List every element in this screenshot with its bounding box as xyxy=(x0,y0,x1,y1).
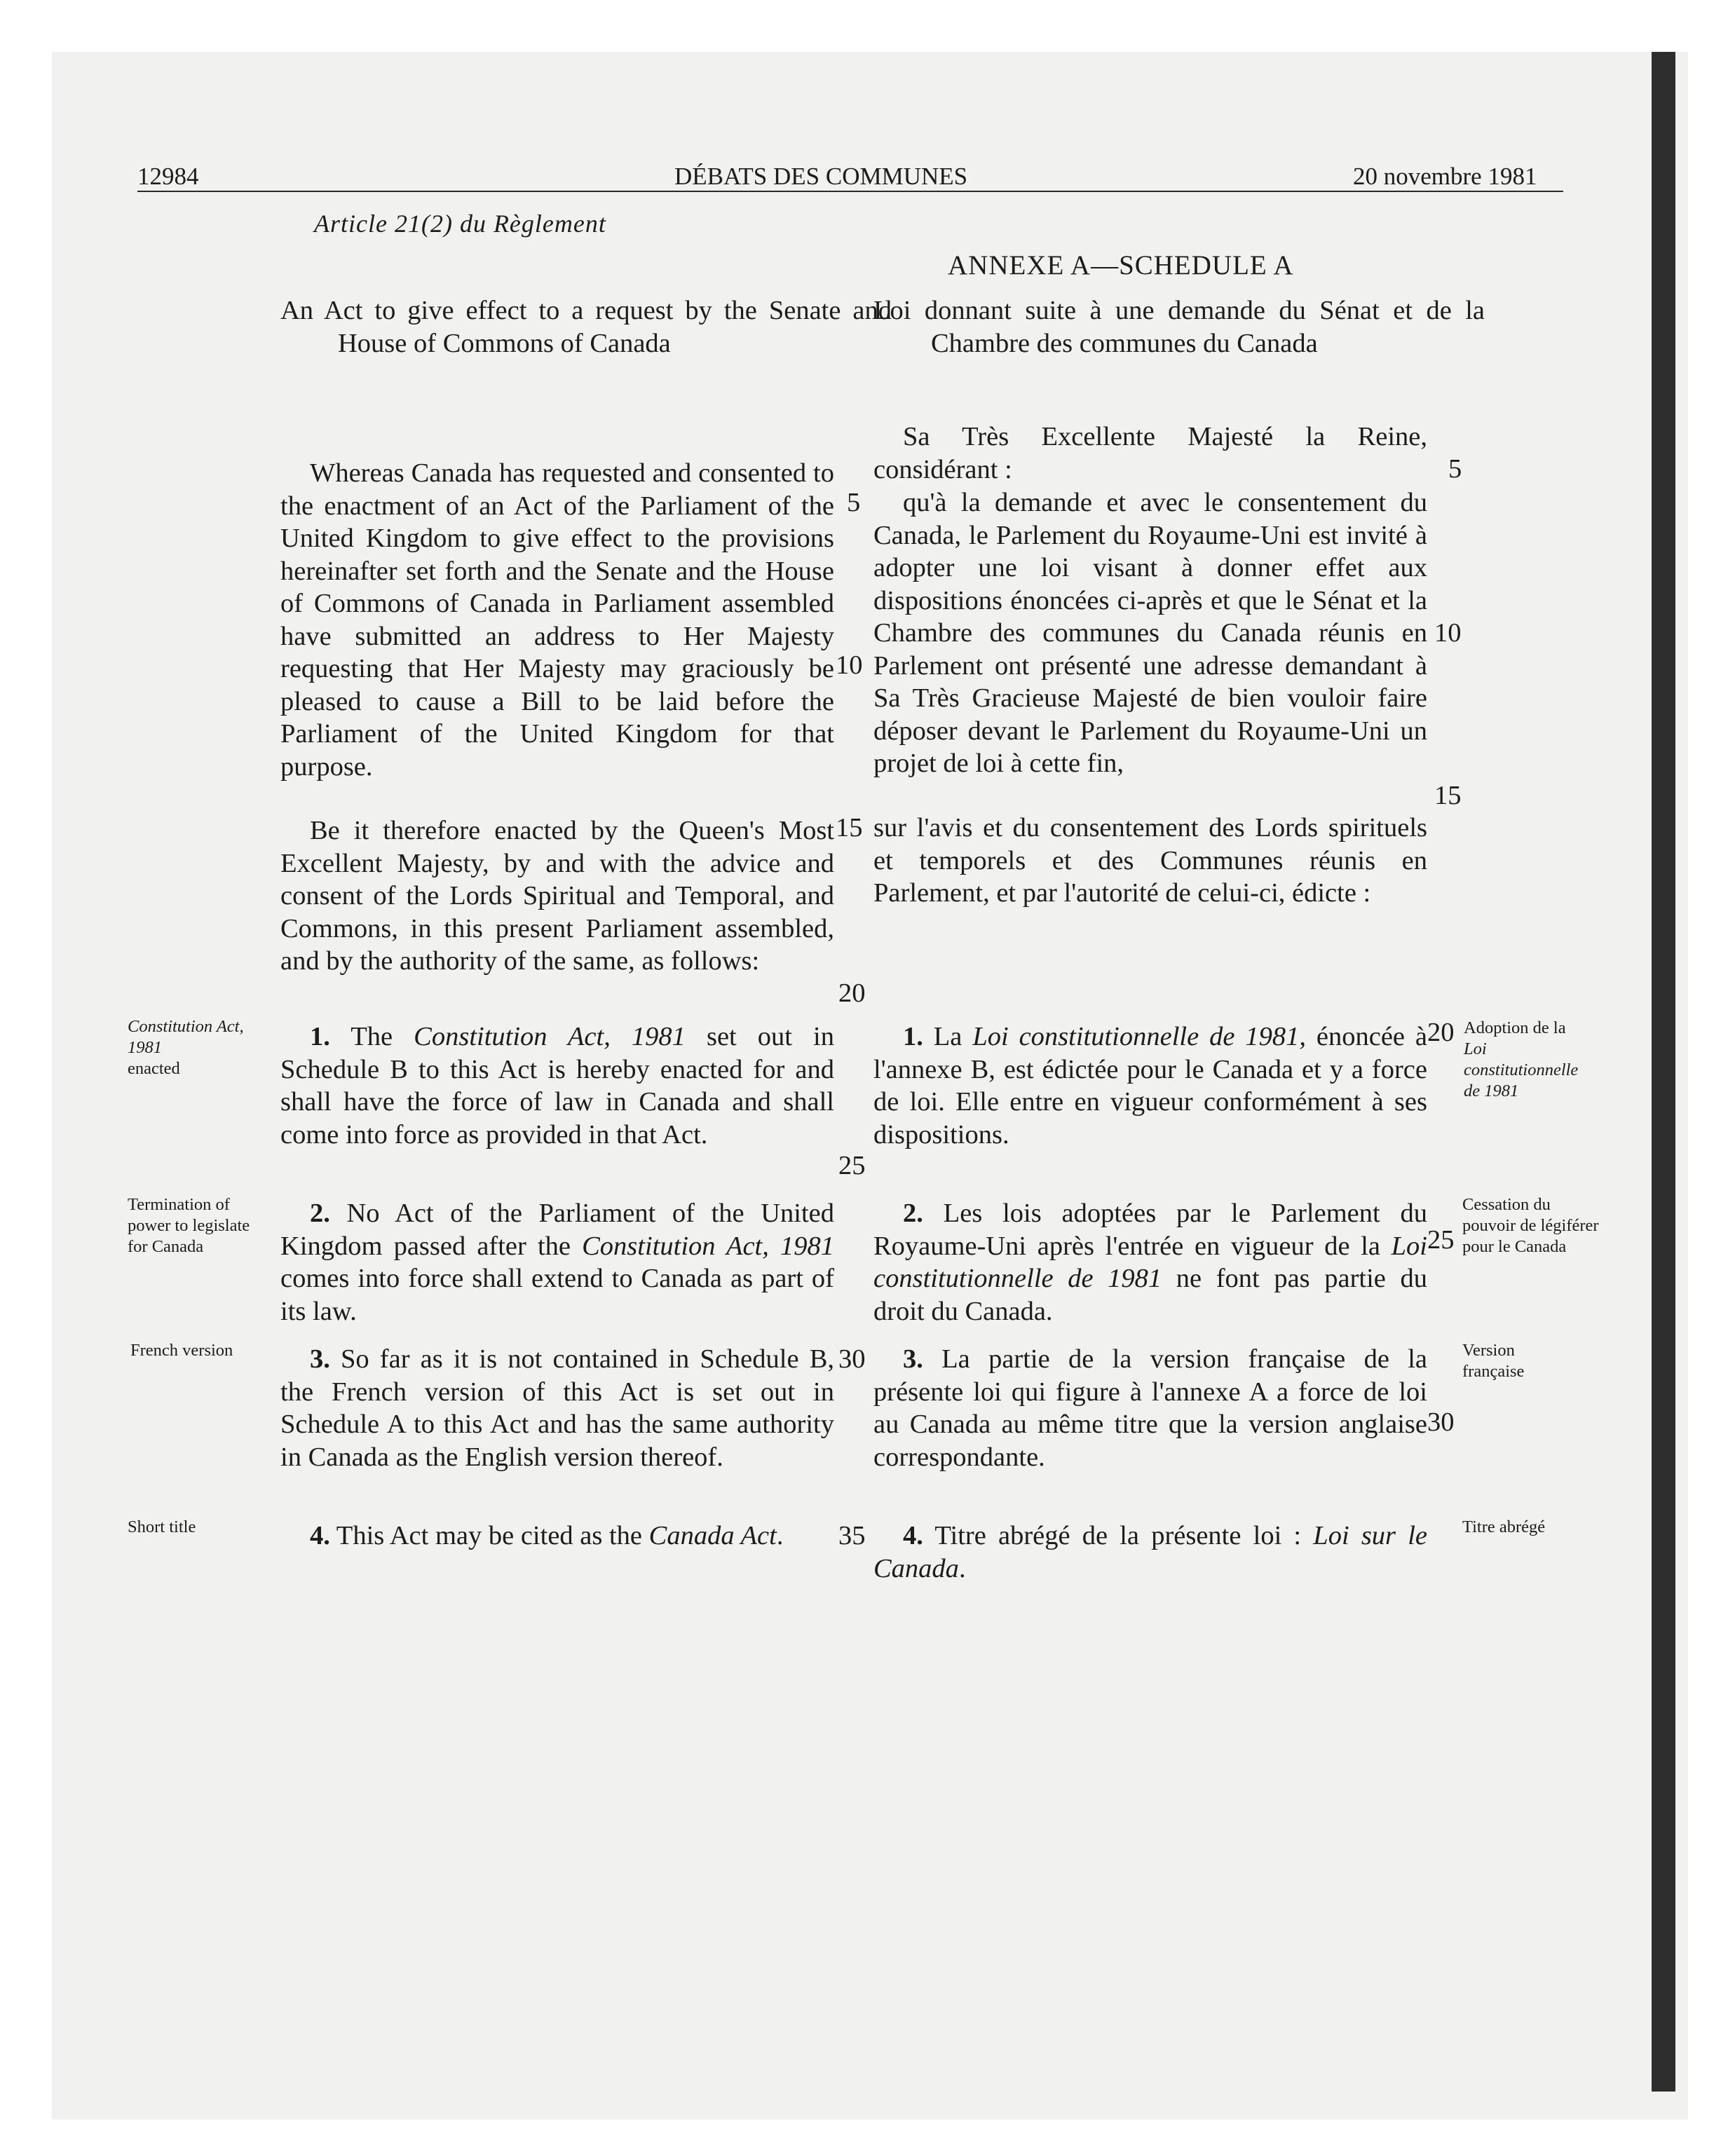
act-name: Loi sur le Canada xyxy=(873,1521,1427,1583)
section-number: 1. xyxy=(903,1022,923,1051)
line-number: 10 xyxy=(1434,618,1462,648)
line-number: 30 xyxy=(838,1344,866,1374)
section-number: 2. xyxy=(903,1199,923,1228)
line-number: 15 xyxy=(836,813,863,842)
margin-note-version-francaise: Version française xyxy=(1462,1341,1525,1381)
english-preamble-2: Be it therefore enacted by the Queen's Most Excellent Majesty, by and with the advice and consent of the Lords Spiritual and Temporal, and Commons, in this present Parliament assembled, and by the authority of the same, as follows: xyxy=(280,816,834,976)
french-section-1: 1. La Loi constitutionnelle de 1981, énoncée à l'annexe B, est édictée pour le Canada et y a force de loi. Elle entre en vigueur conformément à ses dispositions. xyxy=(873,1022,1427,1149)
margin-note-cessation: Cessation du pouvoir de légiférer pour le Canada xyxy=(1462,1195,1599,1256)
header-rule xyxy=(137,191,1563,192)
act-name: Constitution Act, 1981 xyxy=(414,1022,686,1051)
line-number: 10 xyxy=(836,650,863,680)
margin-note-titre-abrege: Titre abrégé xyxy=(1462,1517,1546,1536)
section-number: 3. xyxy=(903,1344,923,1374)
line-number: 25 xyxy=(1427,1225,1455,1255)
page-number: 12984 xyxy=(137,163,199,190)
annex-title: ANNEXE A—SCHEDULE A xyxy=(948,250,1294,280)
margin-note-loi-constitutionnelle: Loi constitutionnelle de 1981 xyxy=(1464,1039,1579,1100)
line-number: 5 xyxy=(1448,454,1462,484)
section-number: 1. xyxy=(310,1022,330,1051)
french-section-3: 3. La partie de la version française de la présente loi qui figure à l'annexe A a force de loi au Canada au même titre que la version anglaise correspondante. xyxy=(873,1344,1427,1472)
french-preamble-1: Sa Très Excellente Majesté la Reine, considérant : xyxy=(873,422,1427,484)
french-preamble-2: qu'à la demande et avec le consentement du Canada, le Parlement du Royaume-Uni est invité à adopter une loi visant à donner effet aux dispositions énoncées ci-après et que le Sénat et la Chambre des communes du Canada réunis en Parlement ont présenté une adresse demandant à Sa Très Gracieuse Majesté de bien vouloir faire déposer devant le Parlement du Royaume-Uni un projet de loi à cette fin, xyxy=(873,488,1427,778)
english-section-1: 1. The Constitution Act, 1981 set out in Schedule B to this Act is hereby enacted for and shall have the force of law in Canada and shall come into force as provided in that Act. xyxy=(280,1022,834,1149)
english-section-2: 2. No Act of the Parliament of the United Kingdom passed after the Constitution Act, 1981 comes into force shall extend to Canada as part of its law. xyxy=(280,1199,834,1326)
act-name: Canada Act xyxy=(648,1521,777,1550)
act-name: Constitution Act, 1981 xyxy=(582,1231,834,1261)
margin-note-french-version: French version xyxy=(130,1341,233,1360)
section-number: 3. xyxy=(310,1344,330,1374)
margin-note-enacted: enacted xyxy=(128,1059,180,1078)
french-preamble-3: sur l'avis et du consentement des Lords spirituels et temporels et des Communes réunis en Parlement, et par l'autorité de celui-ci, édicte : xyxy=(873,813,1427,908)
line-number: 15 xyxy=(1434,781,1462,810)
french-section-2: 2. Les lois adoptées par le Parlement du Royaume-Uni après l'entrée en vigueur de la Loi constitutionnelle de 1981 ne font pas partie du droit du Canada. xyxy=(873,1199,1427,1326)
journal-title: DÉBATS DES COMMUNES xyxy=(674,163,968,190)
english-section-4: 4. This Act may be cited as the Canada Act. xyxy=(310,1521,784,1550)
section-number: 2. xyxy=(310,1199,330,1228)
english-preamble-1: Whereas Canada has requested and consented to the enactment of an Act of the Parliament of the United Kingdom to give effect to the provisions hereinafter set forth and the Senate and the House of Commons of Canada in Parliament assembled have submitted an address to Her Majesty requesting that Her Majesty may graciously be pleased to cause a Bill to be laid before the Parliament of the United Kingdom for that purpose. xyxy=(280,458,834,782)
french-title: Loi donnant suite à une demande du Sénat et de la Chambre des communes du Canada xyxy=(873,296,1485,358)
english-section-3: 3. So far as it is not contained in Schedule B, the French version of this Act is set out in Schedule A to this Act and has the same authority in Canada as the English version thereof. xyxy=(280,1344,834,1472)
margin-note-constitution-act: Constitution Act, 1981 xyxy=(128,1017,244,1057)
act-name: Loi constitutionnelle de 1981, xyxy=(972,1022,1306,1051)
english-title: An Act to give effect to a request by the Senate and House of Commons of Canada xyxy=(280,296,892,358)
line-number: 35 xyxy=(838,1521,866,1550)
issue-date: 20 novembre 1981 xyxy=(1353,163,1537,190)
line-number: 30 xyxy=(1427,1407,1455,1437)
line-number: 5 xyxy=(847,488,861,517)
section-number: 4. xyxy=(310,1521,330,1550)
line-number: 20 xyxy=(1427,1018,1455,1047)
french-section-4: 4. Titre abrégé de la présente loi : Loi sur le Canada. xyxy=(873,1521,1427,1583)
margin-note-short-title: Short title xyxy=(128,1517,196,1536)
scan-edge-shadow xyxy=(1652,52,1675,2092)
act-name: Loi constitutionnelle de 1981 xyxy=(873,1231,1427,1293)
margin-note-adoption: Adoption de la xyxy=(1464,1018,1566,1037)
section-number: 4. xyxy=(903,1521,923,1550)
line-number: 25 xyxy=(838,1151,866,1180)
margin-note-termination: Termination of power to legislate for Canada xyxy=(128,1195,250,1256)
subheading: Article 21(2) du Règlement xyxy=(314,210,606,238)
line-number: 20 xyxy=(838,978,866,1008)
